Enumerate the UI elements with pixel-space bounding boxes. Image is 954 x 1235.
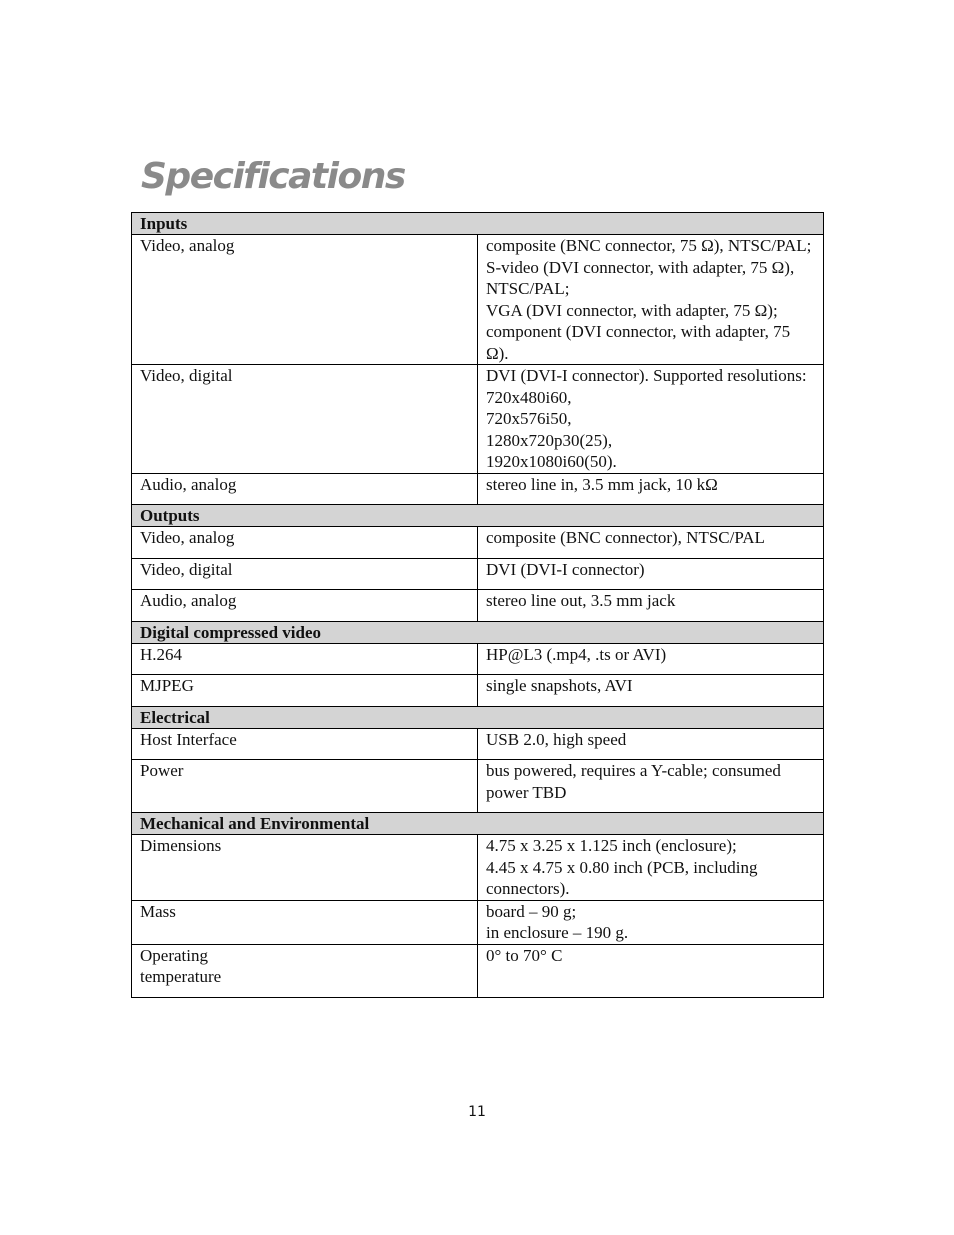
row-value: single snapshots, AVI	[478, 675, 824, 707]
row-label: Audio, analog	[132, 590, 478, 622]
page-number: 11	[468, 1104, 486, 1120]
row-value	[478, 235, 824, 365]
section-header-row	[132, 213, 824, 235]
row-value: USB 2.0, high speed	[478, 728, 824, 760]
table-row	[132, 900, 824, 944]
specifications-table	[131, 212, 824, 998]
row-value: DVI (DVI-I connector)	[478, 558, 824, 590]
row-label: Video, analog	[132, 527, 478, 559]
value-line: DVI (DVI-I connector). Supported resolutions:	[486, 366, 807, 385]
page-title: Specifications	[141, 156, 405, 197]
value-line: S-video (DVI connector, with adapter, 75 Ω), NTSC/PAL;	[486, 257, 795, 298]
section-header-row	[132, 813, 824, 835]
section-header-inputs: Inputs	[132, 213, 824, 235]
row-value: HP@L3 (.mp4, .ts or AVI)	[478, 643, 824, 675]
value-line: board – 90 g;	[486, 901, 577, 921]
row-value	[478, 835, 824, 901]
row-value: composite (BNC connector), NTSC/PAL	[478, 527, 824, 559]
table-row	[132, 835, 824, 901]
table-row	[132, 558, 824, 590]
table-row	[132, 760, 824, 813]
row-label: Video, digital	[132, 365, 478, 474]
row-value	[478, 900, 824, 944]
row-label: Host Interface	[132, 728, 478, 760]
section-header-row	[132, 621, 824, 643]
table-row	[132, 590, 824, 622]
row-label: Power	[132, 760, 478, 813]
row-value: 0° to 70° C	[478, 944, 824, 997]
row-value: stereo line in, 3.5 mm jack, 10 kΩ	[478, 473, 824, 505]
row-label: MJPEG	[132, 675, 478, 707]
section-header-electrical: Electrical	[132, 706, 824, 728]
table-row	[132, 365, 824, 474]
table-row	[132, 675, 824, 707]
label-line: Operating	[140, 945, 208, 965]
value-line: 4.45 x 4.75 x 0.80 inch (PCB, including connectors).	[486, 857, 758, 898]
row-value	[478, 365, 824, 474]
value-line: 1280x720p30(25),	[486, 430, 613, 450]
section-header-digital-compressed-video: Digital compressed video	[132, 621, 824, 643]
value-line: 4.75 x 3.25 x 1.125 inch (enclosure);	[486, 836, 737, 855]
table-row	[132, 728, 824, 760]
table-row	[132, 473, 824, 505]
table-row	[132, 527, 824, 559]
value-line: VGA (DVI connector, with adapter, 75 Ω);	[486, 300, 778, 320]
value-line: composite (BNC connector, 75 Ω), NTSC/PAL;	[486, 236, 812, 255]
row-label: H.264	[132, 643, 478, 675]
section-header-mechanical-environmental: Mechanical and Environmental	[132, 813, 824, 835]
row-label: Mass	[132, 900, 478, 944]
section-header-row	[132, 706, 824, 728]
row-label: Dimensions	[132, 835, 478, 901]
table-row	[132, 235, 824, 365]
value-line: 1920x1080i60(50).	[486, 452, 617, 471]
label-line: temperature	[140, 967, 222, 986]
row-label: Video, analog	[132, 235, 478, 365]
table-row	[132, 643, 824, 675]
row-value: bus powered, requires a Y-cable; consumed power TBD	[478, 760, 824, 813]
row-label: Audio, analog	[132, 473, 478, 505]
table-row	[132, 944, 824, 997]
row-value: stereo line out, 3.5 mm jack	[478, 590, 824, 622]
value-line: 720x576i50,	[486, 409, 572, 428]
value-line: component (DVI connector, with adapter, 75 Ω).	[486, 322, 791, 363]
value-line: in enclosure – 190 g.	[486, 923, 629, 942]
row-label	[132, 944, 478, 997]
row-label: Video, digital	[132, 558, 478, 590]
section-header-outputs: Outputs	[132, 505, 824, 527]
value-line: 720x480i60,	[486, 387, 572, 407]
section-header-row	[132, 505, 824, 527]
